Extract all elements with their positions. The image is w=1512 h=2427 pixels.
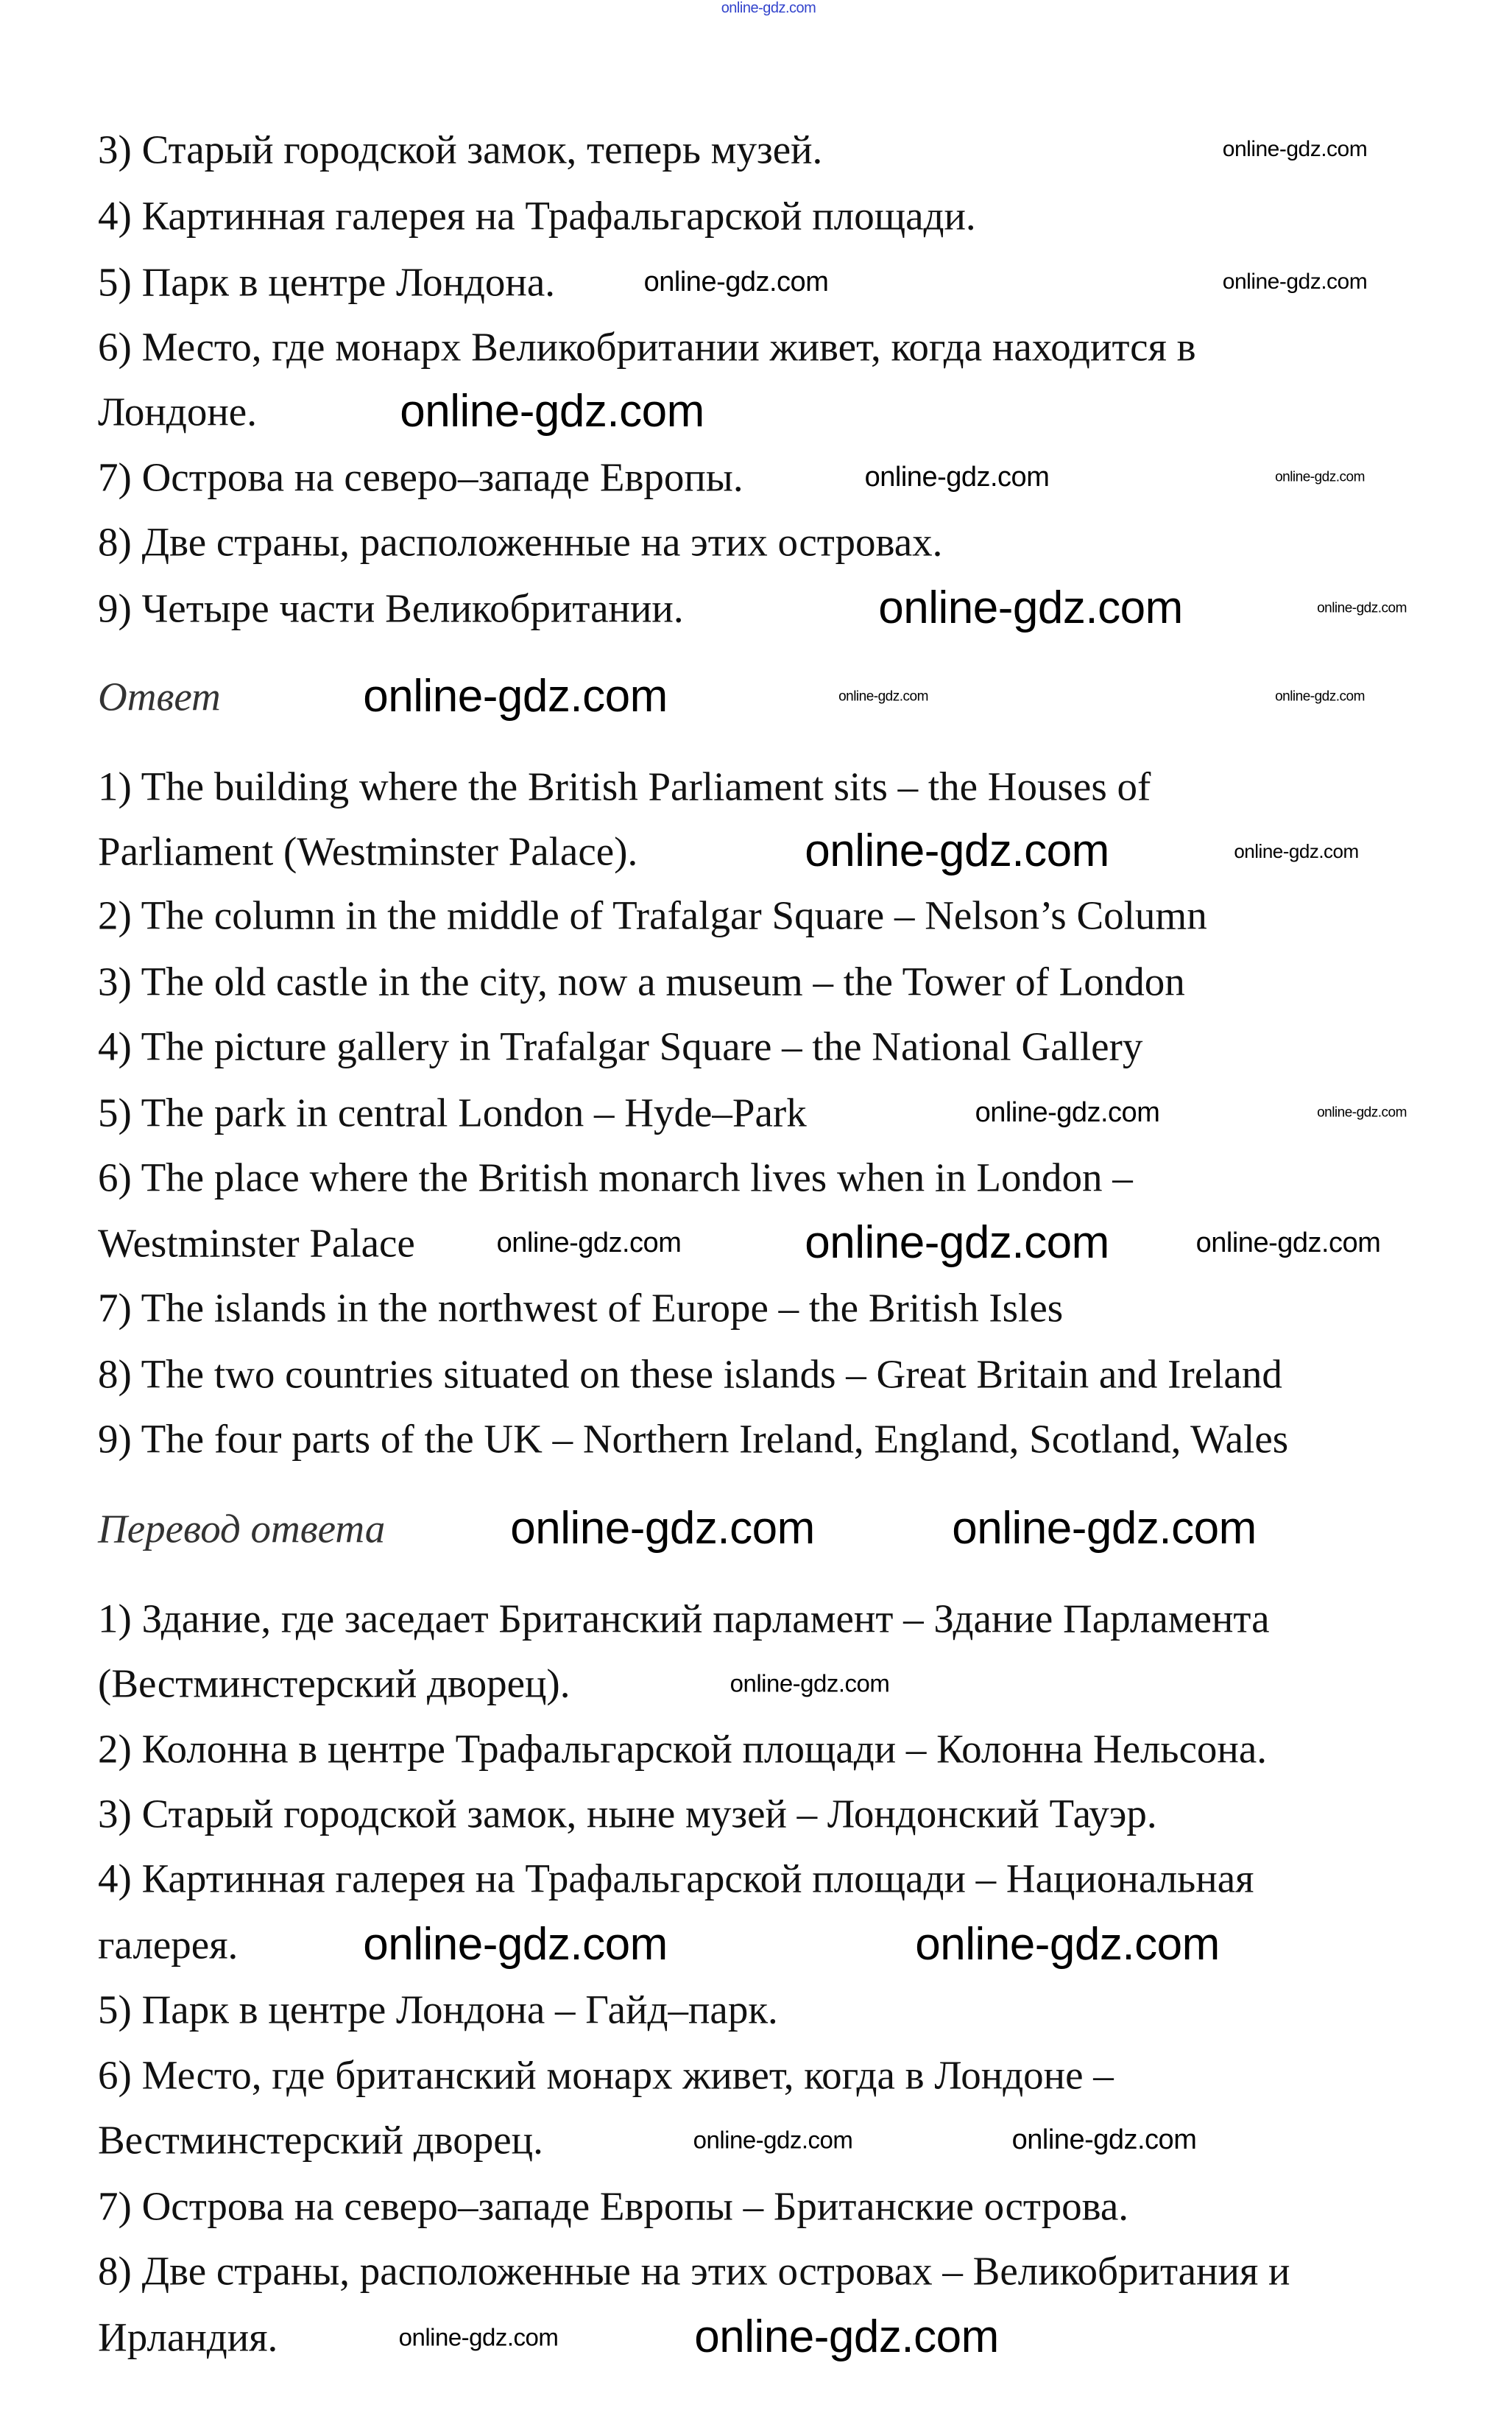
answer-line: 9) The four parts of the UK – Northern Ireland, England, Scotland, Wales xyxy=(98,1416,1289,1462)
answer-line: Parliament (Westminster Palace). xyxy=(98,828,638,874)
watermark: online-gdz.com xyxy=(510,1503,815,1554)
translation-line: галерея. xyxy=(98,1922,239,1968)
watermark: online-gdz.com xyxy=(1275,688,1365,705)
watermark: online-gdz.com xyxy=(643,267,829,297)
watermark: online-gdz.com xyxy=(975,1097,1160,1128)
watermark: online-gdz.com xyxy=(1222,270,1368,294)
answer-line: 6) The place where the British monarch lives when in London – xyxy=(98,1155,1133,1200)
answer-line: 8) The two countries situated on these islands – Great Britain and Ireland xyxy=(98,1351,1282,1397)
question-line: 6) Место, где монарх Великобритании живет, когда находится в xyxy=(98,324,1196,370)
translation-heading: Перевод ответа xyxy=(98,1506,386,1551)
answer-line: Westminster Palace xyxy=(98,1220,415,1266)
answer-line: 3) The old castle in the city, now a museum – the Tower of London xyxy=(98,959,1185,1004)
translation-line: 3) Старый городской замок, ныне музей – Лондонский Тауэр. xyxy=(98,1791,1157,1836)
watermark: online-gdz.com xyxy=(400,386,704,437)
watermark: online-gdz.com xyxy=(1234,840,1359,862)
question-line: 5) Парк в центре Лондона. xyxy=(98,259,555,305)
translation-line: 2) Колонна в центре Трафальгарской площади – Колонна Нельсона. xyxy=(98,1726,1268,1772)
question-line: 9) Четыре части Великобритании. xyxy=(98,585,684,631)
translation-line: 6) Место, где британский монарх живет, когда в Лондоне – xyxy=(98,2052,1114,2098)
answer-line: 7) The islands in the northwest of Europe – the British Isles xyxy=(98,1285,1064,1331)
watermark: online-gdz.com xyxy=(952,1503,1257,1554)
question-line: 7) Острова на северо–западе Европы. xyxy=(98,454,743,500)
watermark: online-gdz.com xyxy=(915,1919,1220,1970)
watermark: online-gdz.com xyxy=(694,2311,999,2362)
watermark: online-gdz.com xyxy=(1195,1227,1381,1258)
answer-heading: Ответ xyxy=(98,674,221,719)
translation-line: (Вестминстерский дворец). xyxy=(98,1660,570,1706)
watermark-header-link[interactable]: online-gdz.com xyxy=(721,0,816,16)
watermark: online-gdz.com xyxy=(805,1217,1109,1268)
watermark: online-gdz.com xyxy=(693,2126,853,2154)
translation-line: 5) Парк в центре Лондона – Гайд–парк. xyxy=(98,1987,778,2032)
answer-line: 1) The building where the British Parliament sits – the Houses of xyxy=(98,764,1151,809)
translation-line: 7) Острова на северо–западе Европы – Британские острова. xyxy=(98,2183,1129,2229)
question-line: 8) Две страны, расположенные на этих островах. xyxy=(98,519,943,565)
watermark: online-gdz.com xyxy=(1275,469,1365,485)
watermark: online-gdz.com xyxy=(864,462,1050,493)
watermark: online-gdz.com xyxy=(363,671,668,722)
watermark: online-gdz.com xyxy=(1317,600,1407,616)
translation-line: 4) Картинная галерея на Трафальгарской площади – Национальная xyxy=(98,1856,1254,1901)
watermark: online-gdz.com xyxy=(1011,2124,1197,2155)
translation-line: 1) Здание, где заседает Британский парламент – Здание Парламента xyxy=(98,1596,1270,1641)
question-line: 4) Картинная галерея на Трафальгарской площади. xyxy=(98,193,976,239)
watermark: online-gdz.com xyxy=(878,582,1183,633)
translation-line: Ирландия. xyxy=(98,2314,278,2360)
watermark: online-gdz.com xyxy=(805,825,1109,876)
watermark: online-gdz.com xyxy=(496,1227,682,1258)
watermark: online-gdz.com xyxy=(729,1669,890,1697)
watermark: online-gdz.com xyxy=(838,688,928,705)
answer-line: 4) The picture gallery in Trafalgar Square – the National Gallery xyxy=(98,1024,1143,1069)
translation-line: Вестминстерский дворец. xyxy=(98,2117,543,2163)
question-line: Лондоне. xyxy=(98,389,257,434)
translation-line: 8) Две страны, расположенные на этих островах – Великобритания и xyxy=(98,2248,1290,2294)
watermark: online-gdz.com xyxy=(1317,1105,1407,1121)
question-line: 3) Старый городской замок, теперь музей. xyxy=(98,127,823,172)
watermark: online-gdz.com xyxy=(363,1919,668,1970)
watermark: online-gdz.com xyxy=(1222,137,1368,161)
watermark: online-gdz.com xyxy=(398,2323,559,2351)
answer-line: 5) The park in central London – Hyde–Park xyxy=(98,1090,807,1135)
answer-line: 2) The column in the middle of Trafalgar Square – Nelson’s Column xyxy=(98,892,1207,938)
